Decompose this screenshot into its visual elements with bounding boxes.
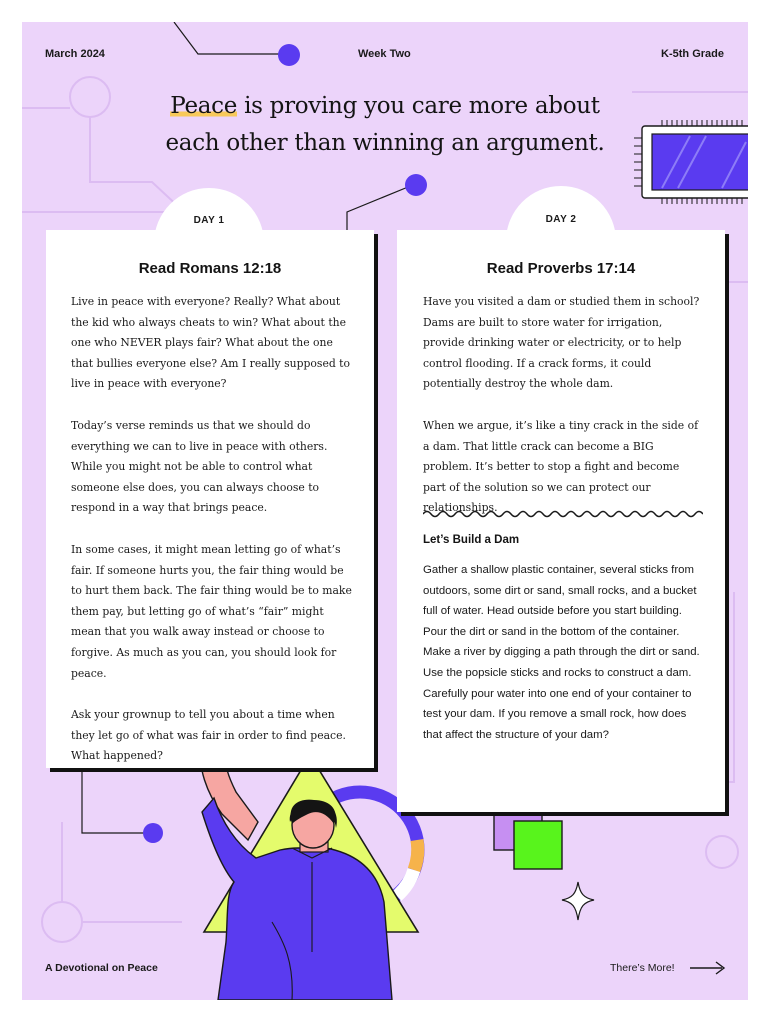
day1-paragraph: Today’s verse reminds us that we should do everything we can to live in peace with others. While you might not be able to control what someone else does, you can always choose to respond in a way that brings peace. (71, 418, 328, 515)
microchip-icon (634, 120, 748, 204)
day1-label: DAY 1 (193, 215, 225, 226)
header-date: March 2024 (45, 48, 105, 60)
square-shape-icon (514, 821, 562, 869)
activity-body (423, 560, 705, 745)
day1-paragraph: Ask your grownup to tell you about a time when they let go of what was fair in order to find peace. What happened? (71, 708, 346, 763)
circuit-ring-icon (706, 836, 738, 868)
header-grade: K-5th Grade (661, 48, 724, 60)
page-title (142, 88, 628, 162)
day1-heading: Read Romans 12:18 (138, 260, 282, 277)
day2-paragraph: When we argue, it’s like a tiny crack in the side of a dam. That little crack can become a BIG problem. It’s better to stop a fight and become part of the solution so we can protect our relationships. (423, 418, 699, 515)
footer-title: A Devotional on Peace (45, 962, 158, 974)
title-line1: is proving you care more about (237, 93, 600, 119)
day1-paragraph: In some cases, it might mean letting go of what’s fair. If someone hurts you, the fair thing would be to hurt them back. The fair thing would be to make them pay, but letting go of what’s “fair” might mean that you walk away instead or choose to forgive. As much as you can, you should look for peace. (71, 542, 352, 680)
day2-label: DAY 2 (545, 214, 577, 225)
circuit-node-icon (278, 44, 300, 66)
day2-paragraph: Have you visited a dam or studied them in school? Dams are built to store water for irrigation, provide drinking water or electricity, or to help control flooding. If a crack forms, it could potentially destroy the whole dam. (423, 295, 700, 391)
day1-paragraph: Live in peace with everyone? Really? What about the kid who always cheats to win? What about the one who NEVER plays fair? What about the one that bullies everyone else? Am I really supposed to live in peace with everyone? (71, 295, 351, 391)
header-week: Week Two (358, 48, 411, 60)
circuit-node-icon (405, 174, 427, 196)
sparkle-icon (562, 882, 594, 920)
day2-body (423, 292, 703, 540)
day1-card (46, 230, 374, 768)
footer-more-link[interactable]: There’s More! (610, 962, 675, 974)
day2-card (397, 230, 725, 812)
activity-title: Let’s Build a Dam (423, 534, 520, 546)
activity-text: Gather a shallow plastic container, several sticks from outdoors, some dirt or sand, small rocks, and a bucket full of water. Head outside before you start building. Pour the dirt or sand in the bottom of the container. Make a river by digging a path through the dirt or sand. Use the popsicle sticks and rocks to construct a dam. Carefully pour water into one end of your container to test your dam. If you remove a small rock, how does that affect the structure of your dam? (423, 564, 700, 741)
title-line2: each other than winning an argument. (165, 130, 605, 156)
title-highlight: Peace (170, 93, 238, 119)
circuit-ring-icon (70, 77, 110, 117)
circuit-node-icon (143, 823, 163, 843)
day2-heading: Read Proverbs 17:14 (486, 260, 636, 277)
circuit-ring-icon (42, 902, 82, 942)
day1-body (71, 292, 353, 788)
devotional-page (22, 22, 748, 1000)
wave-divider (423, 508, 703, 520)
arrow-right-icon (690, 962, 724, 974)
